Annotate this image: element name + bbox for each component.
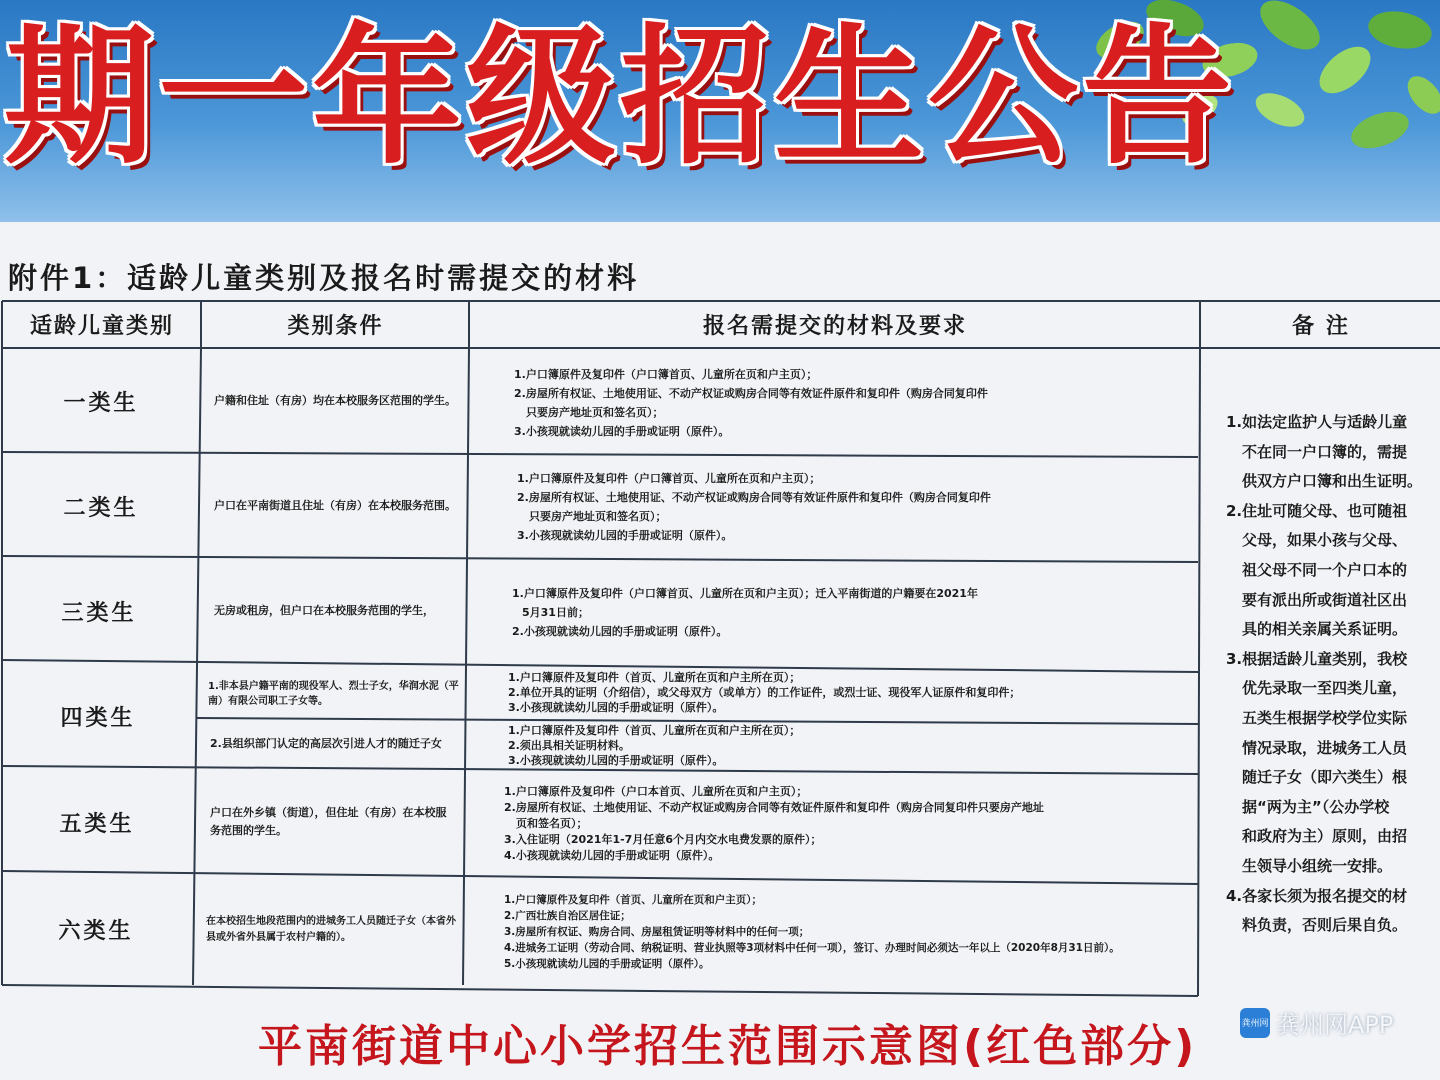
map-caption: 平南街道中心小学招生范围示意图(红色部分) [258,1021,1198,1072]
header-conditions: 类别条件 [287,314,384,339]
watermark [1240,1005,1393,1040]
conditions-cell: 户籍和住址（有房）均在本校服务区范围的学生。 [214,394,456,407]
category-cell: 二类生 [63,495,139,521]
conditions-cell: 在本校招生地段范围内的进城务工人员随迁子女（本省外县或外省外县属于农村户籍的）。 [206,916,456,943]
notes-column: 1.如法定监护人与适龄儿童 不在同一户口簿的，需提 供双方户口簿和出生证明。 2.住址可随父母、也可随祖 父母，如果小孩与父母、 祖父母不同一个户口本的 要有派出所或街道社区出 具的相关亲属关系证明。 3.根据适龄儿童类别，我校 优先录取一至四类儿童， 五类生根据学校学位实际 情况录取，进城务工人员 随迁子女（即六类生）根 据“两为主”（公办学校 和政府为主）原则，由招 生领导小组统一安排。 4.各家长须为报名提交的材 料负责，否则后果自负。 [1226,413,1423,935]
header-materials: 报名需提交的材料及要求 [702,314,967,339]
materials-cell: 1.户口簿原件及复印件（户口簿首页、儿童所在页和户主页）；迁入平南街道的户籍要在2021年 5月31日前； 2.小孩现就读幼儿园的手册或证明（原件）。 [512,587,978,638]
app-logo-icon: 龚州网 [1240,1008,1270,1038]
conditions-cell: 2.县组织部门认定的高层次引进人才的随迁子女 [210,737,442,750]
notice-headline: 期一年级招生公告 [4,11,1237,185]
category-cell: 四类生 [60,705,136,731]
materials-cell: 1.户口簿原件及复印件（户口簿首页、儿童所在页和户主页）； 2.房屋所有权证、土地使用证、不动产权证或购房合同等有效证件原件和复印件（购房合同复印件 只要房产地址页和签名页）； 3.小孩现就读幼儿园的手册或证明（原件）。 [517,472,991,542]
materials-cell: 1.户口簿原件及复印件（首页、儿童所在页和户主所在页）； 2.须出具相关证明材料。 3.小孩现就读幼儿园的手册或证明（原件）。 [508,724,801,767]
watermark-text: 龚州网APP [1276,1011,1394,1039]
category-cell: 一类生 [63,390,139,416]
conditions-cell: 户口在外乡镇（街道），但住址（有房）在本校服务范围的学生。 [210,806,447,837]
materials-cell: 1.户口簿原件及复印件（户口簿首页、儿童所在页和户主页）； 2.房屋所有权证、土地使用证、不动产权证或购房合同等有效证件原件和复印件（购房合同复印件 只要房产地址页和签名页）； 3.小孩现就读幼儿园的手册或证明（原件）。 [514,368,988,438]
annex-title: 附件1：适龄儿童类别及报名时需提交的材料 [8,261,640,295]
category-cell: 五类生 [59,811,135,837]
materials-cell: 1.户口簿原件及复印件（户口本首页、儿童所在页和户主页）； 2.房屋所有权证、土地使用证、不动产权证或购房合同等有效证件原件和复印件（购房合同复印件只要房产地址 页和签名页）； 3.入住证明（2021年1-7月任意6个月内交水电费发票的原件）； 4.小孩现就读幼儿园的手册或证明（原件）。 [504,785,1044,862]
materials-cell: 1.户口簿原件及复印件（首页、儿童所在页和户主所在页）； 2.单位开具的证明（介绍信），或父母双方（或单方）的工作证件，或烈士证、现役军人证原件和复印件； 3.小孩现就读幼儿园的手册或证明（原件）。 [508,671,1021,714]
conditions-cell: 户口在平南街道且住址（有房）在本校服务范围。 [214,499,456,512]
category-cell: 三类生 [61,600,137,626]
conditions-cell: 1.非本县户籍平南的现役军人、烈士子女，华润水泥（平南）有限公司职工子女等。 [208,681,459,707]
header-notes: 备 注 [1292,314,1350,339]
header-category: 适龄儿童类别 [29,314,174,339]
category-cell: 六类生 [58,918,134,944]
materials-cell: 1.户口簿原件及复印件（首页、儿童所在页和户主页）； 2.广西壮族自治区居住证； 3.房屋所有权证、购房合同、房屋租赁证明等材料中的任何一项； 4.进城务工证明（劳动合同、纳税证明、营业执照等3项材料中任何一项），签订、办理时间必须达一年以上（2020年8月31日前）。 5.小孩现就读幼儿园的手册或证明（原件）。 [504,894,1120,970]
conditions-cell: 无房或租房，但户口在本校服务范围的学生， [214,604,434,617]
